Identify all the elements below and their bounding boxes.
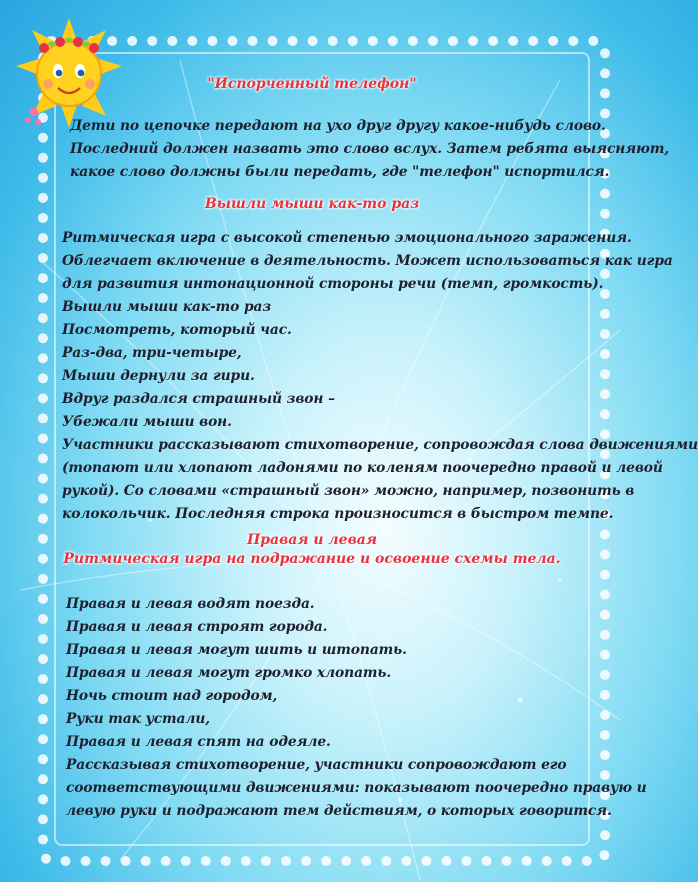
poem-line: Правая и левая спят на одеяле. [66, 734, 331, 750]
poem-line: Правая и левая водят поезда. [66, 596, 315, 612]
text-line: Ритмическая игра с высокой степенью эмоционального заражения. [62, 230, 632, 246]
poem-line: Убежали мыши вон. [62, 414, 232, 430]
text-line: для развития интонационной стороны речи (темп, громкость). [62, 276, 604, 292]
poem-line: Мыши дернули за гири. [62, 368, 255, 384]
text-line: колокольчик. Последняя строка произносится в быстром темпе. [62, 506, 614, 522]
text-line: левую руки и подражают тем действиям, о которых говорится. [66, 803, 612, 819]
section-3-subtitle: Ритмическая игра на подражание и освоение схемы тела. [63, 551, 561, 567]
text-line: Дети по цепочке передают на ухо друг другу какое-нибудь слово. [70, 118, 606, 134]
text-line: Облегчает включение в деятельность. Может использоваться как игра [62, 253, 673, 269]
poem-line: Руки так устали, [66, 711, 211, 727]
poem-line: Правая и левая могут громко хлопать. [66, 665, 392, 681]
text-line: рукой). Со словами «страшный звон» можно, например, позвонить в [62, 483, 635, 499]
poem-line: Вдруг раздался страшный звон – [62, 391, 335, 407]
poem-line: Вышли мыши как-то раз [62, 299, 272, 315]
poem-line: Посмотреть, который час. [62, 322, 292, 338]
text-line: какое слово должны были передать, где "телефон" испортился. [70, 164, 610, 180]
poem-line: Ночь стоит над городом, [66, 688, 278, 704]
section-2-title: Вышли мыши как-то раз [204, 196, 420, 212]
poem-line: Правая и левая могут шить и штопать. [66, 642, 407, 658]
poem-line: Раз-два, три-четыре, [62, 345, 242, 361]
text-line: соответствующими движениями: показывают поочередно правую и [66, 780, 647, 796]
text-line: Участники рассказывают стихотворение, сопровождая слова движениями [62, 437, 698, 453]
section-1-title: "Испорченный телефон" [207, 76, 417, 92]
text-line: Последний должен назвать это слово вслух. Затем ребята выясняют, [70, 141, 670, 157]
poem-line: Правая и левая строят города. [66, 619, 328, 635]
section-3-title: Правая и левая [247, 532, 377, 548]
text-line: (топают или хлопают ладонями по коленям поочередно правой и левой [62, 460, 663, 476]
text-line: Рассказывая стихотворение, участники сопровождают его [66, 757, 567, 773]
